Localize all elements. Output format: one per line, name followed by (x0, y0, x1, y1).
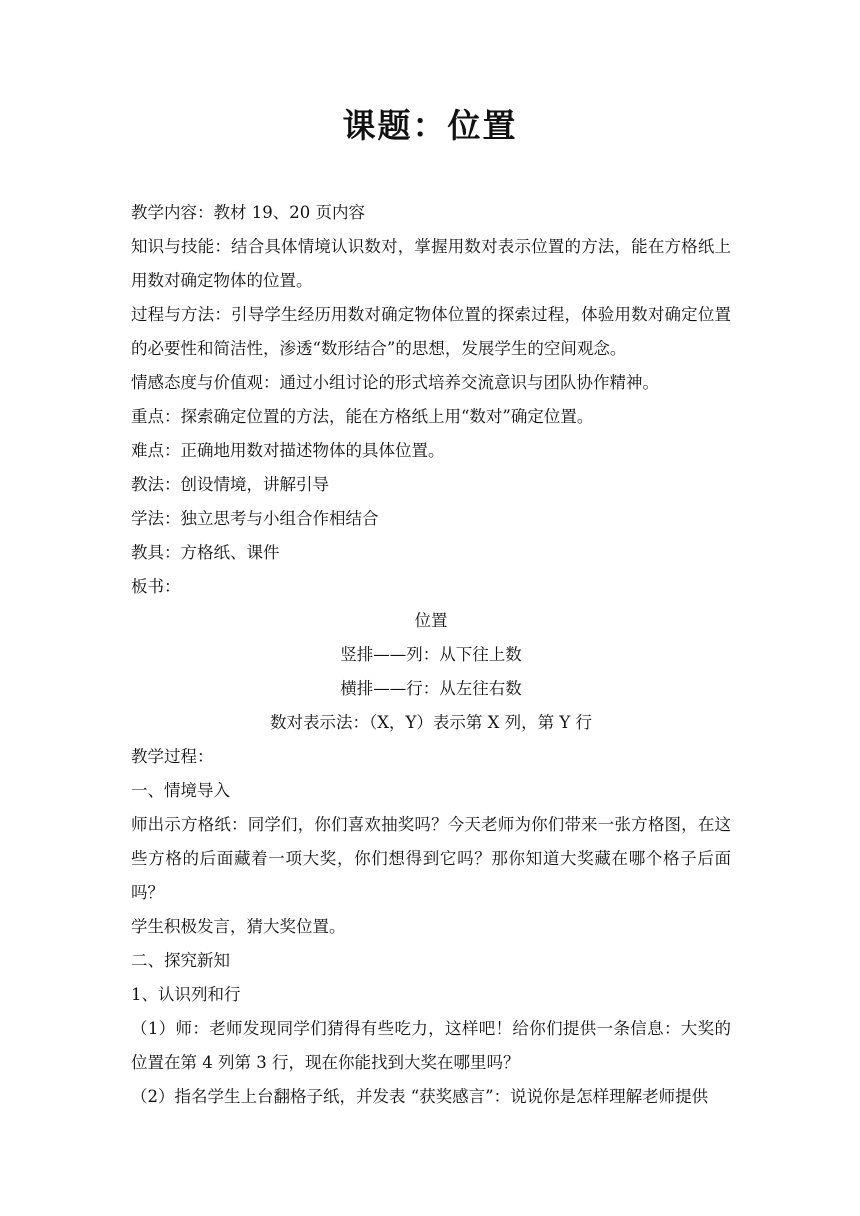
page-title: 课题：位置 (342, 106, 518, 145)
teaching-aids: 教具：方格纸、课件 (131, 543, 280, 562)
teaching-method: 教法：创设情境，讲解引导 (131, 475, 329, 494)
process-label: 教学过程： (131, 747, 214, 766)
emotion-value: 情感态度与价值观：通过小组讨论的形式培养交流意识与团队协作精神。 (131, 373, 659, 392)
section-heading-1: 一、情境导入 (131, 781, 230, 800)
board-line-2: 竖排——列：从下往上数 (340, 645, 522, 664)
section-heading-2: 二、探究新知 (131, 951, 230, 970)
difficulty: 难点：正确地用数对描述物体的具体位置。 (131, 441, 445, 460)
intro-teacher-paragraph: 师出示方格纸：同学们，你们喜欢抽奖吗？今天老师为你们带来一张方格图，在这些方格的后面藏着一项大奖，你们想得到它吗？那你知道大奖藏在哪个格子后面吗？ (131, 815, 731, 902)
board-label: 板书： (131, 577, 181, 596)
board-line-1: 位置 (414, 611, 448, 630)
knowledge-skill: 知识与技能：结合具体情境认识数对，掌握用数对表示位置的方法，能在方格纸上用数对确定物体的位置。 (131, 237, 731, 290)
list-item-1: （1）师：老师发现同学们猜得有些吃力，这样吧！给你们提供一条信息：大奖的位置在第 4 列第 3 行，现在你能找到大奖在哪里吗？ (131, 1019, 731, 1072)
subsection-heading-1: 1、认识列和行 (131, 985, 241, 1004)
learning-method: 学法：独立思考与小组合作相结合 (131, 509, 379, 528)
intro-student-paragraph: 学生积极发言，猜大奖位置。 (131, 917, 346, 936)
document-body (131, 196, 731, 1114)
key-point: 重点：探索确定位置的方法，能在方格纸上用“数对”确定位置。 (131, 407, 594, 426)
process-method: 过程与方法：引导学生经历用数对确定物体位置的探索过程，体验用数对确定位置的必要性和简洁性，渗透“数形结合”的思想，发展学生的空间观念。 (131, 305, 731, 358)
board-line-4: 数对表示法：（X，Y）表示第 X 列，第 Y 行 (269, 713, 592, 732)
list-item-2: （2）指名学生上台翻格子纸，并发表 “获奖感言”：说说你是怎样理解老师提供 (131, 1087, 709, 1106)
board-line-3: 横排——行：从左往右数 (340, 679, 522, 698)
teaching-content: 教学内容：教材 19、20 页内容 (131, 203, 365, 222)
